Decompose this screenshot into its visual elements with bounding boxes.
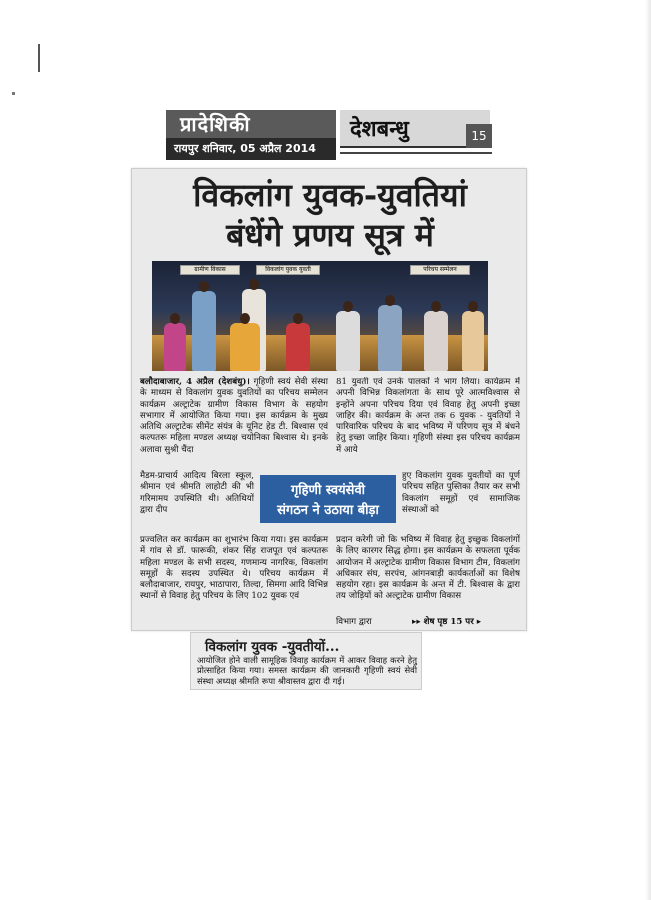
- photo-banner-left: ग्रामीण विकास: [180, 265, 240, 275]
- newspaper-masthead: [166, 110, 492, 160]
- masthead-rule: [340, 152, 492, 154]
- person-figure: [424, 311, 448, 371]
- continuation-title: विकलांग युवक -युवतीयों...: [205, 639, 340, 655]
- person-figure: [164, 323, 186, 371]
- article-headline: [132, 175, 528, 255]
- article-column-1: [140, 377, 328, 456]
- article-column-1-continued: प्रज्वलित कर कार्यक्रम का शुभारंभ किया गया। इस कार्यक्रम में गांव से डॉ. फारूकी, शंकर सिंह राजपूत एवं कल्पतरू महिला मण्डल के सभी सदस्य, गणमान्य नागरिक, विकलांग समूहों के सदस्य उपस्थित थे। परिचय कार्यक्रम में बलौदाबाजार, रायपुर, भाठापारा, तिल्दा, सिमगा आदि विभिन्न स्थानों से विवाह हेतु परिचय के लिए 102 युवक एवं: [140, 535, 328, 602]
- article-wrap-left: मैडम-प्राचार्य आदित्य बिरला स्कूल, श्रीमान एवं श्रीमति लाहोटी की भी गरिमामय उपस्थिति थी। अतिथियों द्वारा दीप: [140, 471, 254, 515]
- person-head: [431, 301, 441, 312]
- headline-line-2: बंधेंगे प्रणय सूत्र में: [226, 216, 434, 254]
- scan-dot: [12, 92, 15, 95]
- photo-banner-mid: विकलांग युवक युवती: [256, 265, 320, 275]
- article-clipping: [131, 168, 527, 631]
- person-figure: [336, 311, 360, 371]
- article-wrap-right: हुए विकलांग युवक युवतीयों का पूर्ण परिचय सहित पुस्तिका तैयार कर सभी विकलांग समूहों एवं सामाजिक संस्थाओं को: [402, 471, 520, 515]
- article-body-1: गृहिणी स्वयं सेवी संस्था के माध्यम से विकलांग युवक युवतियों का परिचय सम्मेलन कार्यक्रम अल्ट्राटेक ग्रामीण विकास विभाग के सहयोग सभागार में आयोजित किया गया। इस कार्यक्रम के मुख्य अतिथि अल्ट्राटेक सीमेंट संयंत्र के यूनिट हेड टी. बिश्वास एवं कल्पतरू महिला मण्डल अध्यक्ष चयोनिका बिश्वास थे। इनके अलावा सुश्री चैंदा: [140, 377, 328, 455]
- page-number: 15: [466, 124, 492, 148]
- issue-dateline: रायपुर शनिवार, 05 अप्रैल 2014: [166, 138, 336, 160]
- page-edge-shadow: [645, 0, 651, 900]
- event-photo: [152, 261, 488, 371]
- person-figure: [462, 311, 484, 371]
- person-head: [468, 301, 478, 312]
- continuation-clipping: [190, 632, 422, 690]
- person-head: [170, 313, 180, 324]
- continued-on-page-label: ▸▸ शेष पृष्ठ 15 पर ▸: [412, 617, 482, 627]
- continuation-text: आयोजित होने वाली सामूहिक विवाह कार्यक्रम में आकर विवाह करने हेतु प्रोत्साहित किया गया। समस्त कार्यक्रम की जानकारी गृहिणी स्वयं सेवी संस्था अध्यक्ष श्रीमति रूपा श्रीवास्तव द्वारा दी गई।: [197, 655, 417, 686]
- callout-line-1: गृहिणी स्वयंसेवी: [290, 483, 366, 498]
- photo-banner-right: परिचय सम्मेलन: [410, 265, 470, 275]
- article-column-2: 81 युवती एवं उनके पालकों ने भाग लिया। कार्यक्रम में अपनी विभिन्न विकलांगता के साथ पूरे आत्मविश्वास से इन्होंने अपना परिचय दिया एवं विवाह हेतु अपनी इच्छा जाहिर की। कार्यक्रम के अन्त तक 6 युवक - युवतियों ने पारिवारिक परिचय के बाद भविष्य में परिणय सूत्र में बंधने हेतु इच्छा जाहिर किया। गृहिणी संस्था इस परिचय कार्यक्रम में आये: [336, 377, 520, 455]
- callout-line-2: संगठन ने उठाया बीड़ा: [277, 503, 379, 518]
- person-head: [249, 279, 259, 290]
- person-figure: [378, 305, 402, 371]
- person-head: [293, 313, 303, 324]
- person-head: [199, 281, 209, 292]
- article-callout-box: [258, 473, 398, 525]
- person-figure: [230, 323, 260, 371]
- jump-prefix: विभाग द्वारा: [336, 617, 372, 627]
- section-title: प्रादेशिकी: [166, 110, 336, 138]
- person-figure: [192, 291, 216, 371]
- person-head: [385, 295, 395, 306]
- scan-mark: [38, 44, 40, 72]
- article-column-2-continued: प्रदान करेगी जो कि भविष्य में विवाह हेतु इच्छुक विकलांगों के लिए कारगर सिद्ध होगा। इस कार्यक्रम के सफलता पूर्वक आयोजन में अल्ट्राटेक ग्रामीण विकास विभाग टीम, विकलांग अधिकार संघ, सरपंच, आंगनबाड़ी कार्यकर्ताओं का विशेष सहयोग रहा। इस कार्यक्रम के अन्त में टी. बिश्वास के द्वारा तय जोड़ियों को अल्ट्राटेक ग्रामीण विकास: [336, 535, 520, 602]
- person-figure: [286, 323, 310, 371]
- person-head: [240, 313, 250, 324]
- newspaper-name: देशबन्धु: [340, 110, 490, 148]
- person-head: [343, 301, 353, 312]
- headline-line-1: विकलांग युवक-युवतियां: [193, 176, 467, 214]
- article-dateline: बलौदाबाजार, 4 अप्रैल (देशबंधु)।: [140, 377, 250, 387]
